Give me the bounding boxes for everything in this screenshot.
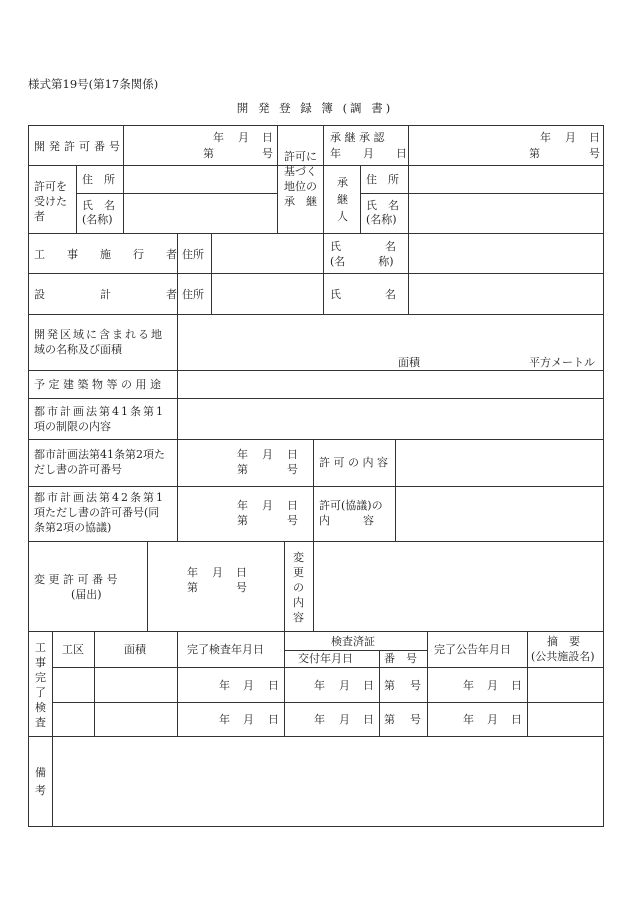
dai-label: 第 [187,581,198,594]
permit-recipient-3: 者 [34,210,45,223]
month-label: 月 [262,499,273,512]
dai-label: 第 [237,463,248,476]
day-label: 日 [589,131,600,144]
dai-label: 第 [384,679,395,692]
contractor-address-label: 住所 [182,248,204,261]
header-zone: 工区 [62,643,84,656]
header-certificate: 検査済証 [331,635,375,648]
month-label: 月 [487,713,498,726]
succession-label-3: 地位の [284,180,317,193]
area-label: 面積 [398,356,420,369]
change-permit-label: 変 更 許 可 番 号 [34,573,118,586]
succession-label-2: 基づく [284,165,317,178]
day-label: 日 [511,679,522,692]
go-label: 号 [287,463,298,476]
address-label: 住 所 [366,173,399,186]
form-number: 様式第19号(第17条関係) [28,77,159,91]
successor-1: 承 [337,176,348,189]
change-content-2: 更 [293,566,304,579]
name-sub-label: (名称) [366,213,397,226]
permit-number-label: 開発許可番号 [34,140,124,153]
month-label: 月 [565,131,576,144]
change-content-4: 内 [293,596,304,609]
address-label: 住 所 [82,173,115,186]
month-label: 月 [243,713,254,726]
day-label: 日 [287,448,298,461]
go-label: 号 [410,679,421,692]
name-label: 氏 名 [366,199,399,212]
year-label: 年 [540,131,551,144]
year-label: 年 [219,713,230,726]
completion-label-4: 了 [35,686,46,699]
header-summary: 摘 要 [547,635,580,648]
day-label: 日 [511,713,522,726]
succession-approval-date: 年 月 日 [330,147,407,160]
year-label: 年 [463,679,474,692]
completion-label-5: 検 [35,701,46,714]
go-label: 号 [589,147,600,160]
completion-label-6: 査 [35,716,46,729]
successor-2: 継 [337,193,348,206]
completion-label-2: 事 [35,656,46,669]
go-label: 号 [236,581,247,594]
art41-2-label-1: 都市計画法第41条第2項た [34,448,165,461]
art42-label-1: 都市計画法第42条第1 [34,491,165,504]
succession-label-4: 承 継 [284,195,317,208]
month-label: 月 [243,679,254,692]
month-label: 月 [212,566,223,579]
year-label: 年 [463,713,474,726]
designer-label: 設 計 者 [34,288,177,301]
day-label: 日 [363,679,374,692]
day-label: 日 [268,679,279,692]
dai-label: 第 [529,147,540,160]
contractor-label: 工 事 施 行 者 [34,248,177,261]
month-label: 月 [487,679,498,692]
year-label: 年 [219,679,230,692]
dev-area-label-1: 開発区域に含まれる地 [34,328,164,341]
header-issue-date: 交付年月日 [298,652,353,665]
area-unit-label: 平方メートル [529,356,595,369]
art42-label-3: 条第2項の協議) [34,521,112,534]
completion-label-1: 工 [35,641,46,654]
permit-consult-label-1: 許可(協議)の [319,499,383,512]
name-label: 氏 名 [82,199,115,212]
contractor-name-label: 氏 名 [330,240,396,253]
change-permit-sub-label: (届出) [71,588,102,601]
change-content-5: 容 [293,611,304,624]
month-label: 月 [238,131,249,144]
year-label: 年 [314,679,325,692]
header-announce-date: 完了公告年月日 [434,643,511,656]
month-label: 月 [262,448,273,461]
succession-label-1: 許可に [284,150,317,163]
permit-content-label: 許 可 の 内 容 [319,456,388,469]
change-content-1: 変 [293,551,304,564]
month-label: 月 [339,713,350,726]
day-label: 日 [268,713,279,726]
go-label: 号 [287,514,298,527]
year-label: 年 [314,713,325,726]
remarks-label-2: 考 [35,784,46,797]
successor-3: 人 [337,210,348,223]
change-content-3: の [293,581,304,594]
dai-label: 第 [384,713,395,726]
month-label: 月 [339,679,350,692]
building-use-label: 予 定 建 築 物 等 の 用 途 [34,378,161,391]
go-label: 号 [410,713,421,726]
header-inspection-date: 完了検査年月日 [187,643,264,656]
completion-label-3: 完 [35,671,46,684]
designer-name-label: 氏 名 [330,288,396,301]
art41-label-1: 都市計画法第41条第1 [34,405,165,418]
day-label: 日 [262,131,273,144]
year-label: 年 [237,499,248,512]
dai-label: 第 [203,147,214,160]
contractor-name-sub-label: (名 称) [330,255,394,268]
permit-recipient-1: 許可を [34,180,67,193]
day-label: 日 [287,499,298,512]
year-label: 年 [213,131,224,144]
form-title: 開 発 登 録 簿 (調 書) [236,101,394,115]
header-area: 面積 [124,643,146,656]
art41-2-label-2: だし書の許可番号 [34,463,122,476]
name-sub-label: (名称) [82,213,113,226]
dai-label: 第 [237,514,248,527]
header-summary-sub: (公共施設名) [531,650,595,663]
designer-address-label: 住所 [182,288,204,301]
year-label: 年 [187,566,198,579]
day-label: 日 [236,566,247,579]
art41-label-2: 項の制限の内容 [34,420,111,433]
succession-approval-label: 承 継 承 認 [330,131,385,144]
art42-label-2: 項ただし書の許可番号(同 [34,506,160,519]
go-label: 号 [262,147,273,160]
dev-area-label-2: 域の名称及び面積 [34,343,122,356]
day-label: 日 [363,713,374,726]
permit-recipient-2: 受けた [34,195,67,208]
header-number: 番 号 [384,652,417,665]
remarks-label-1: 備 [35,766,46,779]
permit-consult-label-2: 内 容 [319,514,374,527]
year-label: 年 [237,448,248,461]
